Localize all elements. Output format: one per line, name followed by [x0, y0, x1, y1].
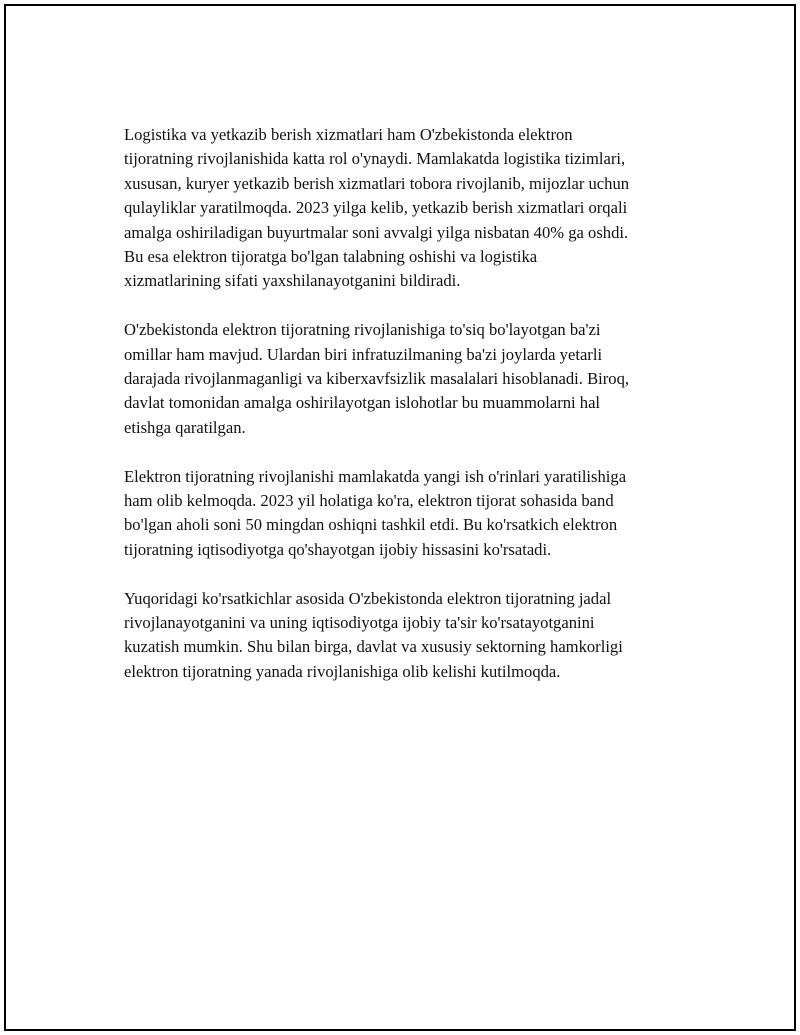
page-frame	[4, 4, 796, 1031]
paragraph-logistics: Logistika va yetkazib berish xizmatlari ham O'zbekistonda elektron tijoratning rivojlanishida katta rol o'ynaydi. Mamlakatda logistika tizimlari, xususan, kuryer yetkazib berish xizmatlari tobora rivojlanib, mijozlar uchun qulayliklar yaratilmoqda. 2023 yilga kelib, yetkazib berish xizmatlari orqali amalga oshiriladigan buyurtmalar soni avvalgi yilga nisbatan 40% ga oshdi. Bu esa elektron tijoratga bo'lgan talabning oshishi va logistika xizmatlarining sifati yaxshilanayotganini bildiradi.	[124, 125, 630, 291]
document-body	[124, 123, 694, 709]
paragraph-employment: Elektron tijoratning rivojlanishi mamlakatda yangi ish o'rinlari yaratilishiga ham olib kelmoqda. 2023 yil holatiga ko'ra, elektron tijorat sohasida band bo'lgan aholi soni 50 mingdan oshiqni tashkil etdi. Bu ko'rsatkich elektron tijoratning iqtisodiyotga qo'shayotgan ijobiy hissasini ko'rsatadi.	[124, 466, 627, 559]
paragraph-obstacles: O'zbekistonda elektron tijoratning rivojlanishiga to'siq bo'layotgan ba'zi omillar ham mavjud. Ulardan biri infratuzilmaning ba'zi joylarda yetarli darajada rivojlanmaganligi va kiberxavfsizlik masalalari hisoblanadi. Biroq, davlat tomonidan amalga oshirilayotgan islohotlar bu muammolarni hal etishga qaratilgan.	[124, 320, 630, 437]
paragraph-conclusion: Yuqoridagi ko'rsatkichlar asosida O'zbekistonda elektron tijoratning jadal rivojlanayotganini va uning iqtisodiyotga ijobiy ta'sir ko'rsatayotganini kuzatish mumkin. Shu bilan birga, davlat va xususiy sektorning hamkorligi elektron tijoratning yanada rivojlanishiga olib kelishi kutilmoqda.	[124, 588, 623, 681]
